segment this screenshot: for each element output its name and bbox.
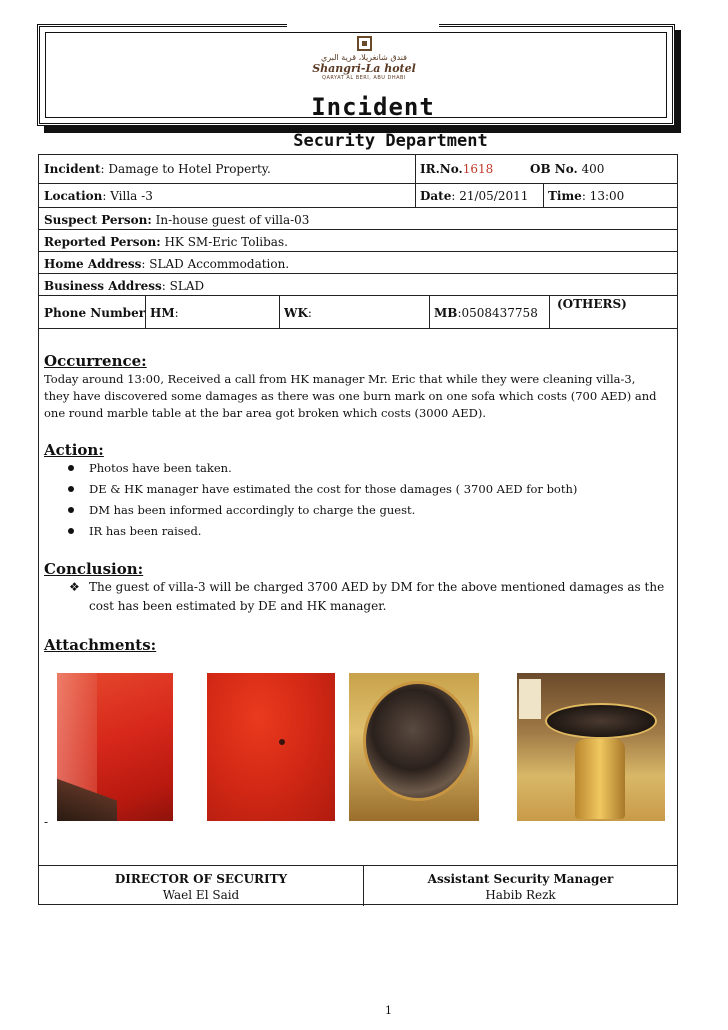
director-name: Wael El Said [162,888,240,902]
location-value: : Villa -3 [102,189,153,203]
list-item: IR has been raised. [65,524,577,545]
suspect-row: Suspect Person: In-house guest of villa-03 [39,208,677,230]
occurrence-heading: Occurrence: [44,352,147,370]
action-heading: Action: [44,441,104,459]
location-row: Location: Villa -3 Date: 21/05/2011 Time: 13:00 [39,184,677,208]
business-address-value: : SLAD [161,279,205,293]
wk-value: : [307,306,312,320]
page-title: Incident [311,93,435,121]
shangri-la-emblem-icon [357,36,372,51]
signature-row [39,865,677,905]
date-value: : 21/05/2011 [451,189,529,203]
logo-arabic-text: فندق شانغريلا، قرية البري [321,53,407,62]
list-item: DE & HK manager have estimated the cost for those damages ( 3700 AED for both) [65,482,577,503]
director-title: DIRECTOR OF SECURITY [114,872,288,886]
assistant-manager-title: Assistant Security Manager [427,872,614,886]
hotel-logo [309,36,419,96]
assistant-manager-name: Habib Rezk [485,888,556,902]
action-list [65,461,577,545]
home-address-value: : SLAD Accommodation. [141,257,290,271]
photo-sofa-damage [57,673,173,821]
director-signature [39,866,363,906]
phone-row: Phone Number HM: WK: MB:0508437758 (OTHERS) [39,296,677,329]
reported-value: HK SM-Eric Tolibas. [160,235,288,249]
incident-value: : Damage to Hotel Property. [100,162,271,176]
hm-value: : [174,306,179,320]
logo-hotel-name: Shangri-La hotel [312,62,416,75]
photo-marble-table-side [517,673,665,821]
others-label: (OTHERS) [557,297,627,311]
burn-mark [279,739,285,745]
business-address-row: Business Address: SLAD [39,274,677,296]
incident-row: Incident: Damage to Hotel Property. IR.No.1618 OB No. 400 [39,155,677,184]
list-item: DM has been informed accordingly to charge the guest. [65,503,577,524]
assistant-manager-signature [363,866,677,906]
header-frame [37,24,675,126]
photo-marble-table-top [349,673,479,821]
suspect-value: In-house guest of villa-03 [151,213,310,227]
ir-number: 1618 [462,162,494,176]
logo-location: QARYAT AL BERI, ABU DHABI [322,75,406,81]
photo-burn-mark [207,673,335,821]
attachments-dash: - [44,815,49,829]
home-address-row: Home Address: SLAD Accommodation. [39,252,677,274]
occurrence-text: Today around 13:00, Received a call from HK manager Mr. Eric that while they were cleaning villa-3, they have discovered some damages as there was one burn mark on one sofa which costs (700 AED) and one round marble table at the bar area got broken which costs (3000 AED). [44,372,657,420]
phone-label: Phone Number [44,306,145,320]
time-value: : 13:00 [581,189,625,203]
ob-number: 400 [577,162,605,176]
attachments-heading: Attachments: [44,636,157,654]
list-item: Photos have been taken. [65,461,577,482]
conclusion-text: ❖ The guest of villa-3 will be charged 3700 AED by DM for the above mentioned damages as the cost has been estimated by DE and HK manager. [69,578,669,616]
page-number: 1 [385,1004,392,1017]
reported-row: Reported Person: HK SM-Eric Tolibas. [39,230,677,252]
incident-report-table [38,154,678,905]
mb-value: :0508437758 [457,306,538,320]
conclusion-heading: Conclusion: [44,560,144,578]
department-title: Security Department [293,131,488,151]
